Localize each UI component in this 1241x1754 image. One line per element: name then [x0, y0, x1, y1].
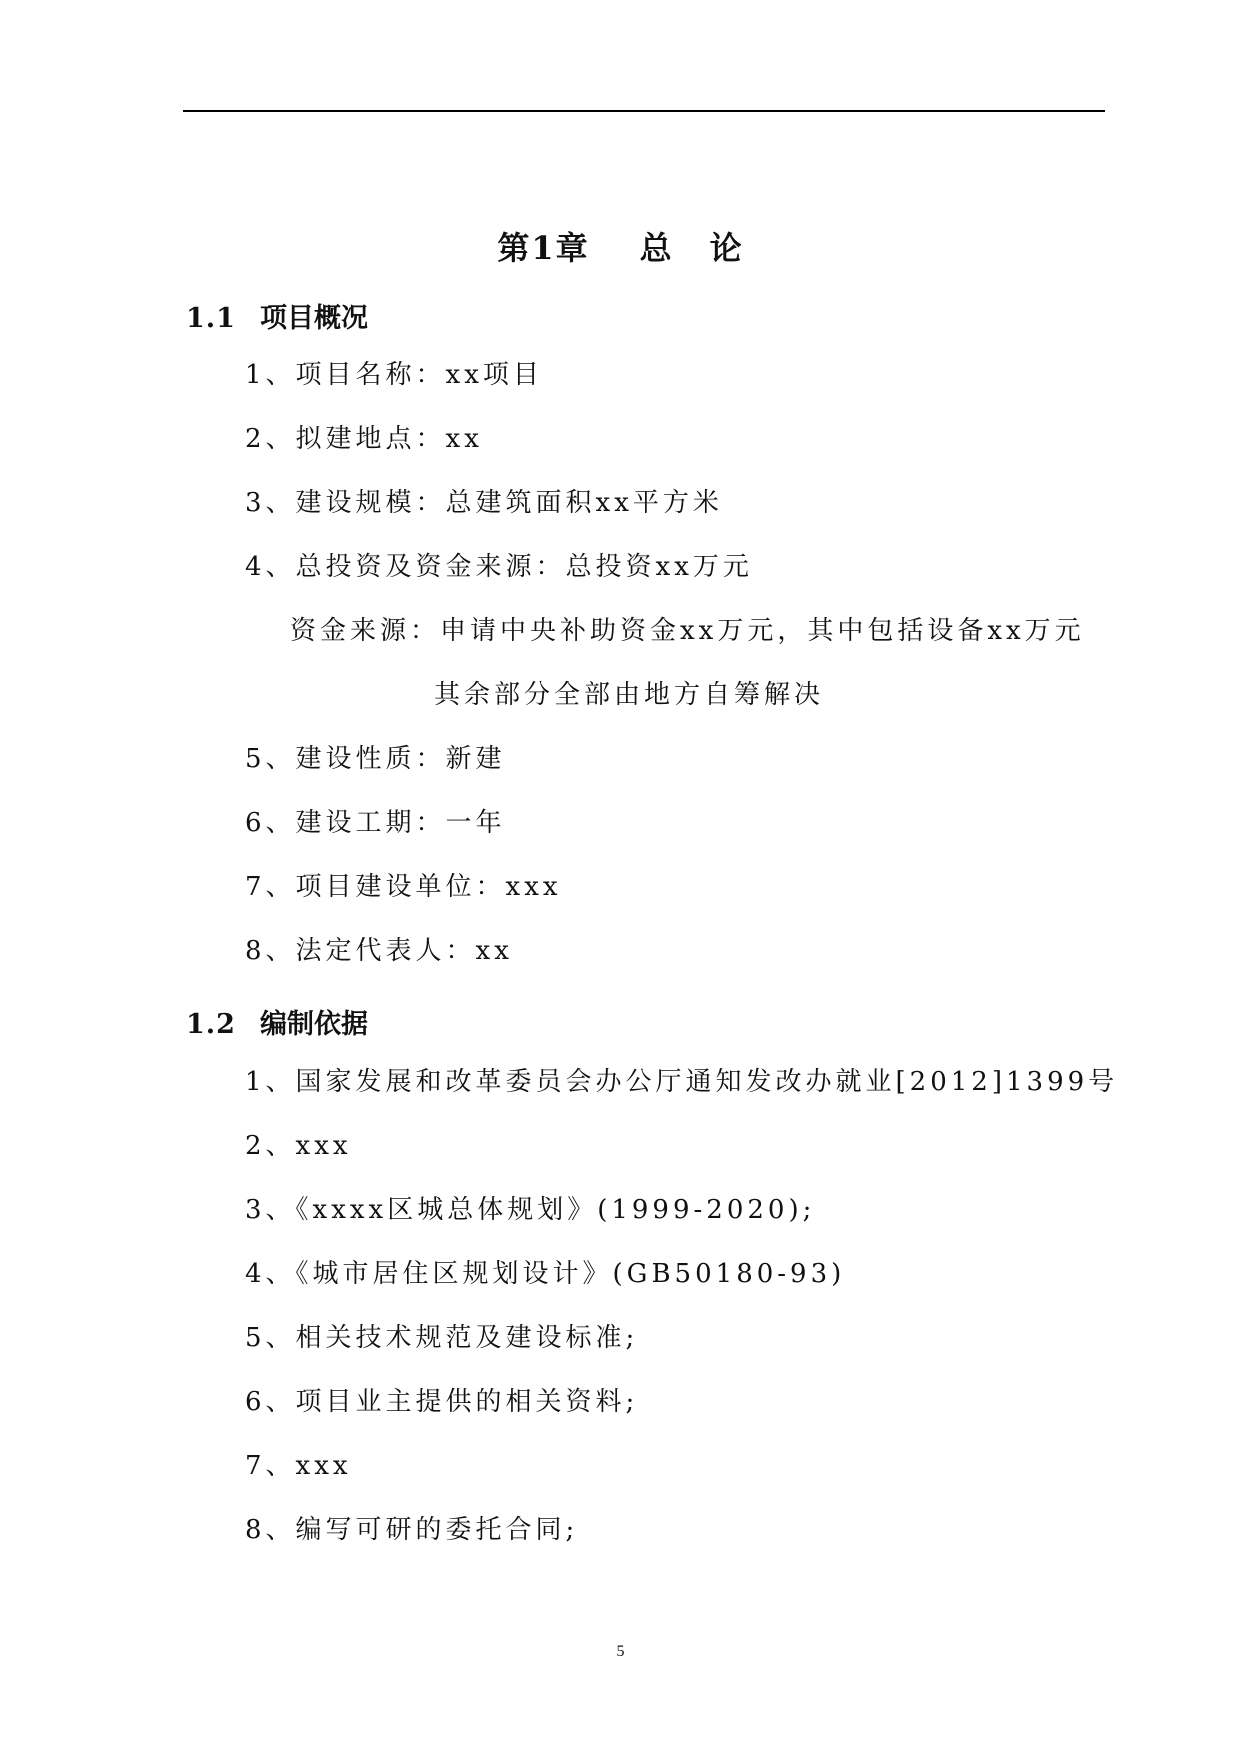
list-item: 5、建设性质：新建	[245, 744, 506, 774]
list-item: 1、国家发展和改革委员会办公厅通知发改办就业[2012]1399号	[245, 1067, 1119, 1097]
list-item: 3、《xxxx区城总体规划》(1999-2020);	[245, 1195, 816, 1225]
list-item: 8、法定代表人：xx	[245, 936, 513, 966]
list-item: 6、建设工期：一年	[245, 808, 506, 838]
chapter-prefix: 第	[497, 229, 532, 267]
chapter-title-a: 总	[639, 229, 674, 267]
list-item: 7、项目建设单位：xxx	[245, 872, 562, 902]
list-item: 2、xxx	[245, 1131, 352, 1161]
list-item: 7、xxx	[245, 1451, 352, 1481]
list-item: 4、总投资及资金来源：总投资xx万元	[245, 552, 753, 582]
section-heading	[186, 1008, 368, 1042]
list-item: 其余部分全部由地方自筹解决	[434, 680, 825, 710]
section-heading	[186, 302, 368, 336]
list-item: 4、《城市居住区规划设计》(GB50180-93)	[245, 1259, 846, 1289]
section-number: 1.1	[186, 303, 236, 334]
list-item: 3、建设规模：总建筑面积xx平方米	[245, 488, 723, 518]
list-item: 5、相关技术规范及建设标准;	[245, 1323, 639, 1353]
header-rule	[183, 110, 1105, 112]
list-item: 8、编写可研的委托合同;	[245, 1515, 579, 1545]
list-item: 资金来源：申请中央补助资金xx万元，其中包括设备xx万元	[290, 616, 1085, 646]
section-title: 项目概况	[260, 303, 368, 334]
list-item: 2、拟建地点：xx	[245, 424, 483, 454]
list-item: 1、项目名称：xx项目	[245, 360, 543, 390]
chapter-suffix: 章	[555, 229, 590, 267]
section-number: 1.2	[186, 1009, 236, 1040]
chapter-title	[0, 228, 1241, 268]
section-title: 编制依据	[260, 1009, 368, 1040]
list-item: 6、项目业主提供的相关资料;	[245, 1387, 639, 1417]
page-number: 5	[616, 1643, 625, 1660]
chapter-number: 1	[531, 229, 556, 267]
chapter-title-b: 论	[709, 229, 744, 267]
